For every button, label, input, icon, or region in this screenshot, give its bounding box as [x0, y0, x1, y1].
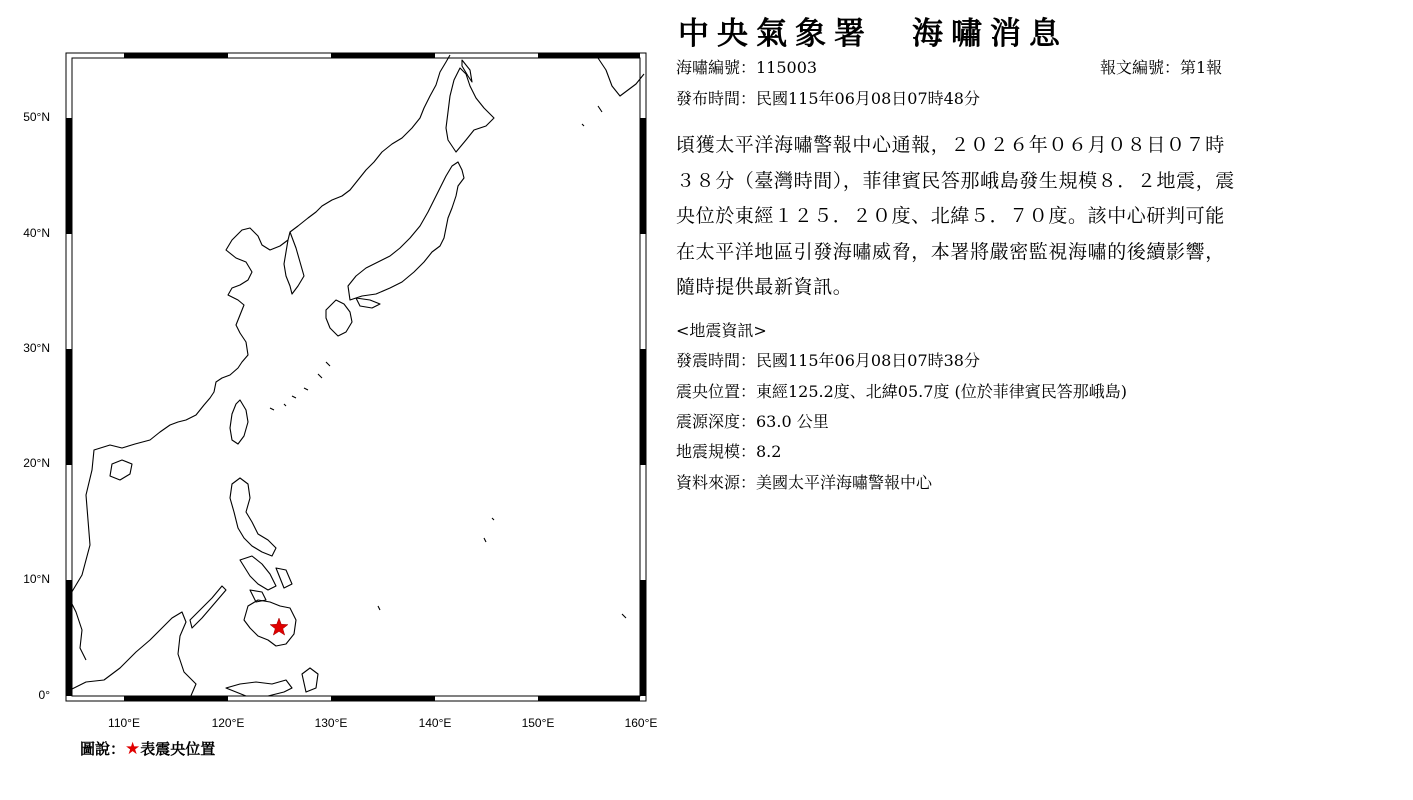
issue-time: 發布時間：民國115年06月08日07時48分: [676, 89, 980, 108]
magnitude: 地震規模：8.2: [676, 442, 782, 461]
page-title: 中央氣象署 海嘯消息: [678, 16, 1068, 52]
lat-label-20n: 20°N: [23, 456, 50, 470]
coast-sulawesi: [226, 668, 318, 696]
lat-label-50n: 50°N: [23, 110, 50, 124]
map-legend: [80, 738, 215, 759]
coast-hainan: [110, 460, 132, 480]
coast-sakhalin: [462, 58, 644, 96]
coast-taiwan: [230, 400, 248, 444]
coast-mindanao: [244, 600, 296, 646]
lat-label-10n: 10°N: [23, 572, 50, 586]
lat-label-0: 0°: [38, 688, 50, 702]
coast-luzon: [230, 478, 276, 556]
focal-depth: 震源深度：63.0 公里: [676, 412, 829, 431]
coast-borneo: [70, 612, 196, 698]
map-canvas: [0, 0, 670, 800]
info-panel: [676, 0, 1376, 800]
coast-palawan: [190, 586, 226, 628]
legend-prefix: 圖說：: [80, 740, 126, 758]
coast-mainland-asia: [70, 55, 450, 595]
epicenter-star-icon: [270, 618, 288, 635]
epicenter-location: 震央位置：東經125.2度、北緯05.7度 (位於菲律賓民答那峨島): [676, 382, 1128, 401]
lat-label-40n: 40°N: [23, 226, 50, 240]
lon-label-110e: 110°E: [108, 716, 140, 730]
tsunami-number: 海嘯編號：115003: [676, 58, 818, 77]
legend-star-icon: ★: [125, 739, 141, 759]
coast-ryukyu: [270, 362, 330, 410]
data-source: 資料來源：美國太平洋海嘯警報中心: [676, 473, 933, 492]
map-frame: [66, 53, 646, 701]
lon-label-140e: 140°E: [418, 716, 452, 730]
lon-label-150e: 150°E: [521, 716, 555, 730]
coastlines: [70, 55, 644, 698]
coast-islets: [378, 106, 626, 618]
coast-visayas: [240, 556, 292, 602]
quake-time: 發震時間：民國115年06月08日07時38分: [676, 351, 980, 370]
report-number: 報文編號：第1報: [1100, 58, 1223, 77]
legend-text: 表震央位置: [140, 740, 216, 758]
earthquake-section-title: <地震資訊>: [676, 321, 767, 340]
lon-label-120e: 120°E: [211, 716, 245, 730]
map-panel: [0, 0, 670, 800]
bulletin-text: 頃獲太平洋海嘯警報中心通報，２０２６年０６月０８日０７時３８分（臺灣時間），菲律賓民答那峨島發生規模８．２地震，震央位於東經１２５．２０度、北緯５．７０度。該中心研判可能在太平洋地區引發海嘯威脅，本署將嚴密監視海嘯的後續影響，隨時提供最新資訊。: [676, 134, 1235, 298]
lon-label-160e: 160°E: [624, 716, 658, 730]
lon-label-130e: 130°E: [314, 716, 348, 730]
lat-label-30n: 30°N: [23, 341, 50, 355]
coast-japan: [326, 68, 494, 336]
